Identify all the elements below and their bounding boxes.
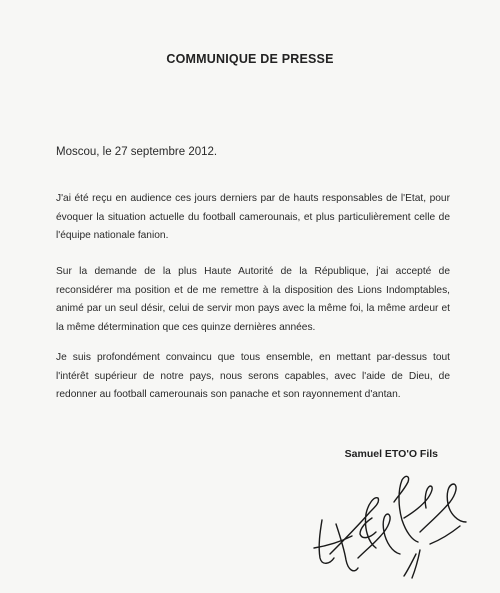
document-title: COMMUNIQUE DE PRESSE — [166, 52, 334, 66]
handwritten-signature — [300, 462, 480, 582]
paragraph-2: Sur la demande de la plus Haute Autorité de la République, j'ai accepté de reconsidérer ma position et de me remettre à la disposition des Lions Indomptables, animé par un seul désir, celui de servir mon pays avec la même foi, la même ardeur et la même détermination que ces quinze dernières années. — [56, 266, 450, 333]
paragraph-1: J'ai été reçu en audience ces jours derniers par de hauts responsables de l'Etat, pour évoquer la situation actuelle du football camerounais, et plus particulièrement celle de l'équipe nationale fanion. — [56, 193, 450, 241]
dateline: Moscou, le 27 septembre 2012. — [56, 146, 218, 158]
paragraph-3: Je suis profondément convaincu que tous ensemble, en mettant par-dessus tout l'intérêt supérieur de notre pays, nous serons capables, avec l'aide de Dieu, de redonner au football camerounais son panache et son rayonnement d'antan. — [56, 352, 450, 400]
signatory-name: Samuel ETO'O Fils — [344, 448, 438, 460]
